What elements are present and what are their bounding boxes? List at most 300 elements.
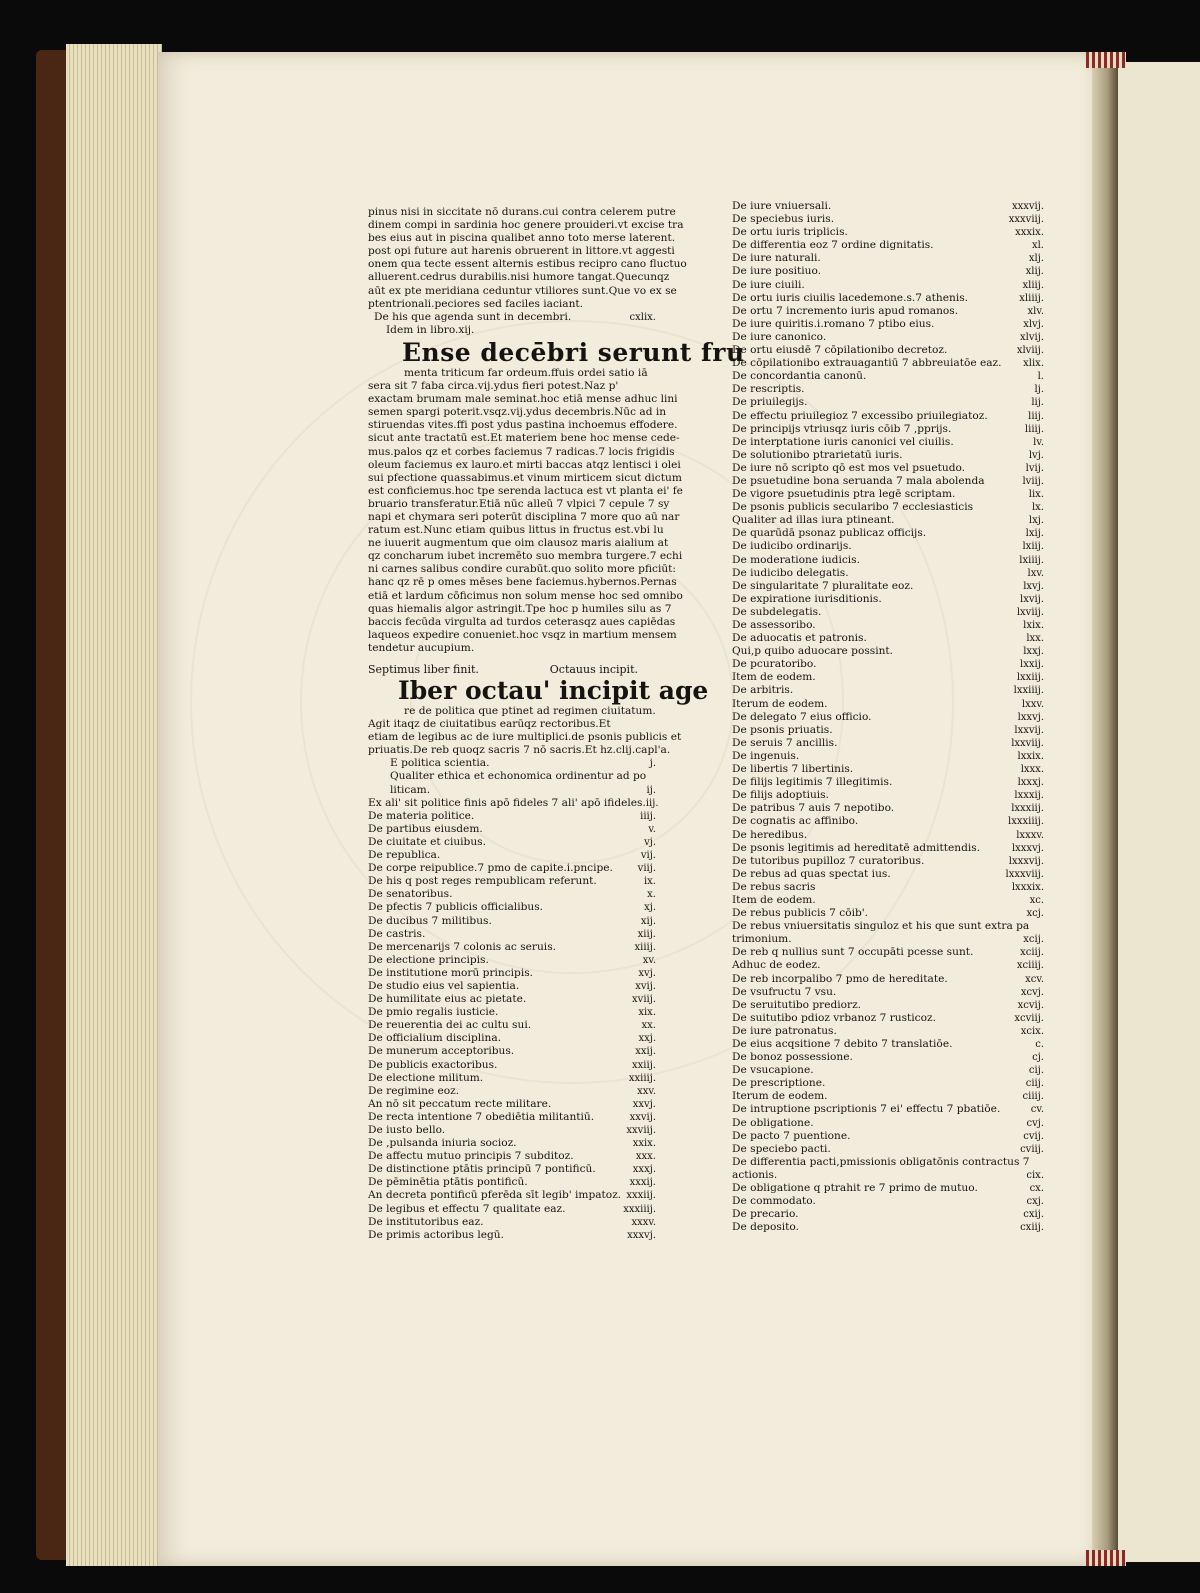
chapter-number: cv. <box>1030 1104 1044 1116</box>
chapter-title: De rebus sacris <box>732 880 816 893</box>
chapter-title: De eius acqsitione 7 debito 7 translatiōe. <box>732 1038 953 1050</box>
chapter-title: De republica. <box>368 849 441 862</box>
chapter-entry <box>368 1072 656 1085</box>
chapter-title: De vsufructu 7 vsu. <box>732 985 837 998</box>
chapter-entry <box>368 770 656 783</box>
text-line-content: quas hiemalis algor astringit.Tpe hoc p humiles silu as 7 <box>368 602 672 615</box>
chapter-entry <box>368 862 656 875</box>
chapter-entry <box>732 383 1044 396</box>
chapter-title: De rebus vniuersitatis singuloz et his que sunt extra pa <box>732 920 1030 933</box>
chapter-title: De senatoribus. <box>368 888 453 901</box>
chapter-entry <box>732 776 1044 789</box>
text-line-content: etiā et lardum cōficimus non solum mense hoc sed omnibo <box>368 589 683 602</box>
chapter-title: De recta intentione 7 obediētia militantiū. <box>368 1110 595 1123</box>
chapter-title: De obligatione. <box>732 1116 814 1129</box>
chapter-title: De rebus publicis 7 cōib'. <box>732 907 869 920</box>
chapter-title: De rebus ad quas spectat ius. <box>732 867 891 880</box>
chapter-entry <box>732 907 1044 920</box>
chapter-number: xlij. <box>1025 266 1044 278</box>
chapter-title: De legibus et effectu 7 qualitate eaz. <box>368 1202 566 1215</box>
chapter-title: De iure nō scripto qō est mos vel psuetudo. <box>732 461 966 474</box>
page-edges <box>66 44 162 1566</box>
chapter-number: lxj. <box>1028 515 1044 527</box>
chapter-title: De deposito. <box>732 1221 799 1234</box>
chapter-title: De iure naturali. <box>732 252 821 265</box>
chapter-entry <box>732 933 1044 946</box>
chapter-title: Iterum de eodem. <box>732 1090 828 1103</box>
chapter-number: xlix. <box>1023 358 1044 370</box>
text-line <box>368 576 677 589</box>
chapter-title: De subdelegatis. <box>732 605 822 618</box>
book-gutter <box>1092 55 1118 1565</box>
chapter-number: xxxviij. <box>1008 214 1044 226</box>
chapter-title: Ex ali' sit politice finis apō fideles 7 ali' apō ifideles. <box>368 796 646 809</box>
chapter-title: De arbitris. <box>732 684 794 697</box>
chapter-number: viij. <box>637 863 656 875</box>
chapter-title: De patribus 7 auis 7 nepotibo. <box>732 802 895 815</box>
chapter-number: iiij. <box>640 810 656 822</box>
chapter-number: lxxxj. <box>1017 777 1044 789</box>
chapter-number: xcj. <box>1026 908 1044 920</box>
chapter-number: xlv. <box>1027 305 1044 317</box>
chapter-entry <box>368 888 656 901</box>
chapter-entry <box>732 436 1044 449</box>
chapter-entry <box>368 941 656 954</box>
text-line <box>368 432 680 445</box>
chapter-title: De institutoribus eaz. <box>368 1215 484 1228</box>
heading-continuation: menta triticum far ordeum.ffuis ordei satio iā <box>404 366 648 379</box>
chapter-number: lxxiiij. <box>1013 685 1044 697</box>
chapter-title: De vsucapione. <box>732 1064 814 1077</box>
text-line-content: ni carnes salibus condire curabūt.quo solito more pficiūt: <box>368 563 676 576</box>
chapter-title: liticam. <box>390 783 431 796</box>
chapter-title: De cognatis ac affinibo. <box>732 815 859 828</box>
text-line-content: ptentrionali.peciores sed faciles iaciant. <box>368 297 584 310</box>
text-line-content: baccis fecūda virgulta ad turdos ceterasqz aues capiēdas <box>368 615 676 628</box>
chapter-number: xlviij. <box>1016 345 1044 357</box>
text-line-content: sui pfectione quassabimus.et vinum mirticem sicut dictum <box>368 471 682 484</box>
chapter-number: lxxj. <box>1023 646 1044 658</box>
book-transition <box>368 663 656 677</box>
chapter-entry <box>732 763 1044 776</box>
chapter-entry <box>368 757 656 770</box>
chapter-number: xlj. <box>1028 253 1044 265</box>
chapter-number: cxij. <box>1023 1209 1044 1221</box>
text-line-content: priuatis.De reb quoqz sacris 7 nō sacris.Et hz.clij.capl'a. <box>368 744 671 757</box>
chapter-number: ix. <box>643 876 656 888</box>
chapter-title: De intruptione pscriptionis 7 ei' effectu 7 pbatiōe. <box>732 1103 1001 1116</box>
chapter-entry <box>732 501 1044 514</box>
chapter-number: iij. <box>645 797 659 809</box>
chapter-entry <box>732 894 1044 907</box>
chapter-entry <box>732 488 1044 501</box>
chapter-entry <box>368 784 656 797</box>
chapter-title: De concordantia canonū. <box>732 370 867 383</box>
chapter-number: xj. <box>644 902 656 914</box>
left-chapter-list <box>368 757 659 1241</box>
headband-bottom <box>1086 1550 1126 1566</box>
chapter-title: De filijs adoptiuis. <box>732 789 829 802</box>
chapter-title: Adhuc de eodez. <box>732 959 821 972</box>
chapter-number: lxxxiiij. <box>1008 816 1044 828</box>
chapter-entry <box>732 344 1044 357</box>
text-line <box>368 731 682 744</box>
chapter-title: Qui,p quibo aduocare possint. <box>732 645 894 658</box>
chapter-number: lxxiij. <box>1016 672 1044 684</box>
text-line <box>368 232 676 245</box>
chapter-entry <box>732 999 1044 1012</box>
chapter-entry <box>368 875 656 888</box>
chapter-title: De principijs vtriusqz iuris cōib 7 ,pprijs. <box>732 422 952 435</box>
text-line <box>368 245 675 258</box>
text-line <box>368 550 683 563</box>
text-line-content: ratum est.Nunc etiam quibus littus in fructus est.vbi lu <box>368 524 664 537</box>
chapter-number: xxxj. <box>632 1164 656 1176</box>
chapter-title: De ciuitate et ciuibus. <box>368 835 486 848</box>
chapter-number: lxvij. <box>1020 593 1044 605</box>
chapter-number: xix. <box>638 1007 656 1019</box>
chapter-entry <box>732 855 1044 868</box>
chapter-number: lxix. <box>1023 620 1044 631</box>
heading-liber-octauus: Iber octau' incipit age <box>398 676 709 705</box>
chapter-number: lxiij. <box>1022 541 1044 553</box>
chapter-number: xxv. <box>637 1085 656 1097</box>
chapter-title: De regimine eoz. <box>368 1084 460 1097</box>
text-line-content: ne iuuerit augmentum que oim clausoz maris aialium at <box>368 537 669 550</box>
chapter-title: De studio eius vel sapientia. <box>368 979 520 992</box>
chapter-number: lxxxix. <box>1011 881 1044 893</box>
chapter-number: xl. <box>1031 240 1044 252</box>
idem-text: Idem in libro.xij. <box>386 323 475 336</box>
chapter-number: xcix. <box>1020 1025 1044 1037</box>
chapter-entry <box>732 658 1044 671</box>
chapter-number: lxxij. <box>1020 659 1044 671</box>
chapter-entry <box>732 1012 1044 1025</box>
text-line-content: stiruendas vites.ffi post ydus pastina inchoemus effodere. <box>368 419 678 432</box>
chapter-number: xviij. <box>632 994 656 1006</box>
chapter-number: xvij. <box>635 980 656 992</box>
chapter-number: liij. <box>1028 410 1044 422</box>
chapter-entry <box>368 1085 656 1098</box>
heading2-continuation: re de politica que ptinet ad regimen ciuitatum. <box>404 705 656 717</box>
chapter-title: De electione principis. <box>368 953 489 966</box>
chapter-number: x. <box>647 889 656 901</box>
chapter-title: De iure patronatus. <box>732 1024 837 1037</box>
chapter-entry <box>368 1137 656 1150</box>
chapter-number: xxxv. <box>631 1216 656 1228</box>
chapter-entry <box>368 1045 656 1058</box>
chapter-number: ij. <box>646 784 656 796</box>
chapter-title: De castris. <box>368 927 426 940</box>
right-chapter-list <box>732 200 1044 1234</box>
chapter-title: De iure ciuili. <box>732 278 805 291</box>
text-line-content: etiam de legibus ac de iure multiplici.de psonis publicis et <box>368 731 682 744</box>
right-column <box>732 200 1044 1234</box>
chapter-title: De officialium disciplina. <box>368 1032 502 1045</box>
chapter-title: De priuilegijs. <box>732 396 808 409</box>
chapter-title: De vigore psuetudinis ptra legē scriptam. <box>732 488 956 501</box>
chapter-entry <box>732 619 1044 632</box>
chapter-entry <box>732 698 1044 711</box>
chapter-entry <box>368 1124 656 1137</box>
heading-decembri: Ense decēbri serunt fru <box>402 337 745 367</box>
chapter-number: lv. <box>1033 436 1044 448</box>
chapter-title: De rescriptis. <box>732 383 805 396</box>
chapter-number: cij. <box>1028 1065 1044 1077</box>
chapter-number: lxxvj. <box>1017 711 1044 723</box>
chapter-number: lxv. <box>1027 567 1044 579</box>
chapter-title: E politica scientia. <box>390 757 490 770</box>
text-line <box>368 445 675 459</box>
chapter-number: vj. <box>644 836 656 848</box>
chapter-title: De expiratione iurisditionis. <box>732 592 882 605</box>
chapter-number: lvj. <box>1028 449 1044 461</box>
chapter-entry <box>368 901 656 914</box>
chapter-entry <box>732 1156 1044 1169</box>
chapter-title: De speciebo pacti. <box>732 1142 831 1155</box>
chapter-title: De distinctione ptātis principū 7 pontificū. <box>368 1163 596 1176</box>
chapter-number: lxxxviij. <box>1005 868 1044 880</box>
chapter-number: xliiij. <box>1019 292 1044 304</box>
chapter-entry <box>732 1103 1044 1116</box>
chapter-number: cxiij. <box>1020 1222 1044 1234</box>
chapter-entry <box>368 1176 656 1189</box>
chapter-number: cx. <box>1029 1183 1044 1195</box>
chapter-entry <box>732 540 1044 553</box>
chapter-entry <box>368 1189 656 1202</box>
chapter-title: De ortu iuris ciuilis lacedemone.s.7 athenis. <box>732 291 969 304</box>
chapter-number: lxxxvij. <box>1008 855 1044 867</box>
chapter-entry <box>732 1195 1044 1208</box>
chapter-entry <box>732 305 1044 318</box>
text-line-content: laqueos expedire conueniet.hoc vsqz in martium mensem <box>368 628 677 641</box>
chapter-number: lxxx. <box>1020 764 1044 776</box>
chapter-title: De precario. <box>732 1208 799 1221</box>
chapter-entry <box>732 737 1044 750</box>
chapter-entry <box>368 928 656 941</box>
chapter-number: lxvj. <box>1023 580 1044 592</box>
chapter-title: De iudicibo delegatis. <box>732 566 849 579</box>
chapter-entry <box>732 554 1044 567</box>
chapter-entry <box>732 567 1044 580</box>
chapter-entry <box>732 370 1044 383</box>
text-line <box>368 419 678 432</box>
chapter-number: ciij. <box>1025 1078 1044 1090</box>
chapter-number: lij. <box>1031 397 1044 409</box>
chapter-title: De mercenarijs 7 colonis ac seruis. <box>368 940 556 953</box>
text-line-content: semen spargi poterit.vsqz.vij.ydus decembris.Nūc ad in <box>368 406 667 419</box>
text-line-content: est conficiemus.hoc tpe serenda lactuca est vt planta ei' fe <box>368 484 683 497</box>
chapter-number: lx. <box>1031 502 1044 514</box>
chapter-number: liiij. <box>1024 423 1044 435</box>
chapter-entry <box>732 279 1044 292</box>
section-title-text: De his que agenda sunt in decembri. <box>374 310 572 323</box>
chapter-number: xxix. <box>632 1138 656 1150</box>
chapter-title: De primis actoribus legū. <box>368 1228 504 1241</box>
chapter-number: xliij. <box>1022 279 1044 291</box>
chapter-entry <box>732 1090 1044 1103</box>
chapter-entry <box>368 980 656 993</box>
text-line <box>368 471 682 485</box>
chapter-title: De iudicibo ordinarijs. <box>732 540 852 553</box>
chapter-number: lxxv. <box>1021 698 1044 710</box>
chapter-number: xxviij. <box>626 1125 656 1136</box>
chapter-number: xiij. <box>637 928 656 940</box>
chapter-title: De pacto 7 puentione. <box>732 1129 851 1142</box>
chapter-title: De moderatione iudicis. <box>732 553 860 566</box>
chapter-title: De suitutibo pdioz vrbanoz 7 rusticoz. <box>732 1011 936 1024</box>
text-line-content: aūt ex pte meridiana ceduntur vtiliores sunt.Que vo ex se <box>368 284 677 297</box>
chapter-entry <box>368 915 656 928</box>
chapter-entry <box>732 1077 1044 1090</box>
chapter-entry <box>732 265 1044 278</box>
chapter-entry <box>732 213 1044 226</box>
chapter-title: trimonium. <box>732 933 792 946</box>
text-line-content: oleum faciemus ex lauro.et mirti baccas atqz lentisci i olei <box>368 458 681 471</box>
chapter-title: De libertis 7 libertinis. <box>732 763 854 776</box>
chapter-number: cvij. <box>1023 1130 1044 1142</box>
chapter-title: De publicis exactoribus. <box>368 1058 498 1071</box>
chapter-number: xxj. <box>638 1033 656 1045</box>
chapter-title: Item de eodem. <box>732 671 816 684</box>
chapter-title: An nō sit peccatum recte militare. <box>368 1097 552 1110</box>
chapter-entry <box>732 973 1044 986</box>
chapter-entry <box>368 967 656 980</box>
chapter-title: De psuetudine bona seruanda 7 mala abolenda <box>732 474 985 487</box>
chapter-title: De iure positiuo. <box>732 265 822 278</box>
chapter-number: xxxij. <box>629 1177 656 1189</box>
chapter-number: xxiiij. <box>628 1072 656 1084</box>
chapter-title: De iusto bello. <box>368 1124 446 1136</box>
text-line-content: mus.palos qz et corbes faciemus 7 radicas.7 locis frigidis <box>368 445 675 458</box>
chapter-number: xxxix. <box>1015 227 1044 239</box>
chapter-title: De iure quiritis.i.romano 7 ptibo eius. <box>732 317 935 330</box>
chapter-title: De seruis 7 ancillis. <box>732 736 838 749</box>
chapter-number: lviij. <box>1022 475 1044 487</box>
chapter-entry <box>732 580 1044 593</box>
chapter-number: cviij. <box>1020 1143 1044 1155</box>
text-line-content: hanc qz rē p omes mēses bene faciemus.hybernos.Pernas <box>368 576 677 589</box>
chapter-number: xciiij. <box>1016 960 1044 972</box>
chapter-entry <box>732 684 1044 697</box>
chapter-number: xxxiij. <box>626 1190 656 1202</box>
chapter-title: De partibus eiusdem. <box>368 822 483 835</box>
chapter-title: De differentia pacti,pmissionis obligatōnis contractus 7 <box>732 1155 1030 1168</box>
chapter-entry <box>732 357 1044 370</box>
chapter-entry <box>732 252 1044 265</box>
chapter-number: xciij. <box>1020 947 1044 959</box>
chapter-entry <box>732 1051 1044 1064</box>
chapter-number: xcij. <box>1023 934 1044 946</box>
section-title <box>368 311 656 324</box>
chapter-entry <box>732 226 1044 239</box>
chapter-title: De speciebus iuris. <box>732 213 835 226</box>
chapter-title: Iterum de eodem. <box>732 697 828 710</box>
chapter-number: cvj. <box>1026 1117 1044 1129</box>
chapter-title: actionis. <box>732 1168 778 1181</box>
chapter-title: De pcuratoribo. <box>732 658 817 671</box>
chapter-entry <box>732 514 1044 527</box>
chapter-title: De prescriptione. <box>732 1077 826 1090</box>
chapter-title: De ingenuis. <box>732 749 800 762</box>
chapter-number: lxxxij. <box>1014 790 1044 802</box>
chapter-title: De reuerentia dei ac cultu sui. <box>368 1019 532 1032</box>
chapter-number: lvij. <box>1025 462 1044 474</box>
text-line <box>368 271 670 284</box>
chapter-title: De corpe reipublice.7 pmo de capite.i.pncipe. <box>368 862 613 875</box>
chapter-entry <box>732 802 1044 815</box>
chapter-entry <box>732 1169 1044 1182</box>
chapter-number: xiiij. <box>634 941 656 953</box>
chapter-number: cix. <box>1026 1169 1044 1181</box>
chapter-entry <box>732 1025 1044 1038</box>
chapter-entry <box>368 1098 656 1111</box>
chapter-title: De reb incorpalibo 7 pmo de hereditate. <box>732 972 948 985</box>
text-line <box>368 484 683 498</box>
chapter-number: xxxvj. <box>627 1229 656 1241</box>
chapter-title: De commodato. <box>732 1195 816 1208</box>
chapter-entry <box>368 1032 656 1045</box>
chapter-number <box>646 770 656 783</box>
chapter-number: xlvj. <box>1023 318 1044 330</box>
chapter-entry <box>732 606 1044 619</box>
chapter-title: De assessoribo. <box>732 619 816 631</box>
text-line-content: bes eius aut in piscina qualibet anno toto merse laterent. <box>368 232 676 245</box>
chapter-entry <box>732 671 1044 684</box>
chapter-number: xxiij. <box>632 1059 656 1071</box>
chapter-title: De psonis legitimis ad hereditatē admittendis. <box>732 841 981 854</box>
chapter-title: De tutoribus pupilloz 7 curatoribus. <box>732 854 925 867</box>
chapter-title: De ,pulsanda iniuria socioz. <box>368 1137 517 1150</box>
chapter-title: De effectu priuilegioz 7 excessibo priuilegiatoz. <box>732 409 988 422</box>
chapter-entry <box>732 645 1044 658</box>
chapter-entry <box>732 1221 1044 1234</box>
text-line-content: pinus nisi in siccitate nō durans.cui contra celerem putre <box>368 206 676 218</box>
chapter-number: v. <box>648 823 656 835</box>
facing-page <box>1118 62 1200 1562</box>
chapter-title: De filijs legitimis 7 illegitimis. <box>732 776 893 789</box>
chapter-number: cxj. <box>1026 1196 1044 1208</box>
chapter-entry <box>732 815 1044 828</box>
chapter-entry <box>732 1143 1044 1156</box>
chapter-number: xxxiiij. <box>623 1203 656 1215</box>
text-line-content: alluerent.cedrus durabilis.nisi humore tangat.Quecunqz <box>368 271 670 284</box>
chapter-number: lix. <box>1028 489 1044 501</box>
chapter-number: lxxvij. <box>1014 724 1044 736</box>
chapter-number: xcviij. <box>1014 1012 1044 1024</box>
chapter-number: xvj. <box>638 967 656 979</box>
text-line-content: tendetur aucupium. <box>368 641 475 654</box>
text-line-content: qz concharum iubet incremēto suo membra turgere.7 echi <box>368 550 683 563</box>
text-line <box>368 206 676 219</box>
chapter-number: lxxxv. <box>1016 829 1044 841</box>
chapter-title: De differentia eoz 7 ordine dignitatis. <box>732 239 934 252</box>
chapter-title: De psonis publicis secularibo 7 ecclesiasticis <box>732 501 974 514</box>
chapter-entry <box>368 810 656 823</box>
chapter-number: lxij. <box>1025 528 1044 540</box>
text-line-content: Agit itaqz de ciuitatibus earūqz rectoribus.Et <box>368 718 611 731</box>
chapter-title: De aduocatis et patronis. <box>732 632 867 645</box>
text-line-content: exactam brumam male seminat.hoc etiā mense adhuc lini <box>368 393 678 406</box>
chapter-title: De bonoz possessione. <box>732 1051 853 1064</box>
text-line-content: sera sit 7 faba circa.vij.ydus fieri potest.Naz p' <box>368 380 619 393</box>
text-line-content: post opi future aut harenis obruerent in littore.vt aggesti <box>368 245 675 258</box>
chapter-entry <box>732 632 1044 645</box>
chapter-entry <box>732 1208 1044 1221</box>
idem-line <box>368 324 656 337</box>
text-line <box>368 589 683 603</box>
chapter-entry <box>732 200 1044 213</box>
